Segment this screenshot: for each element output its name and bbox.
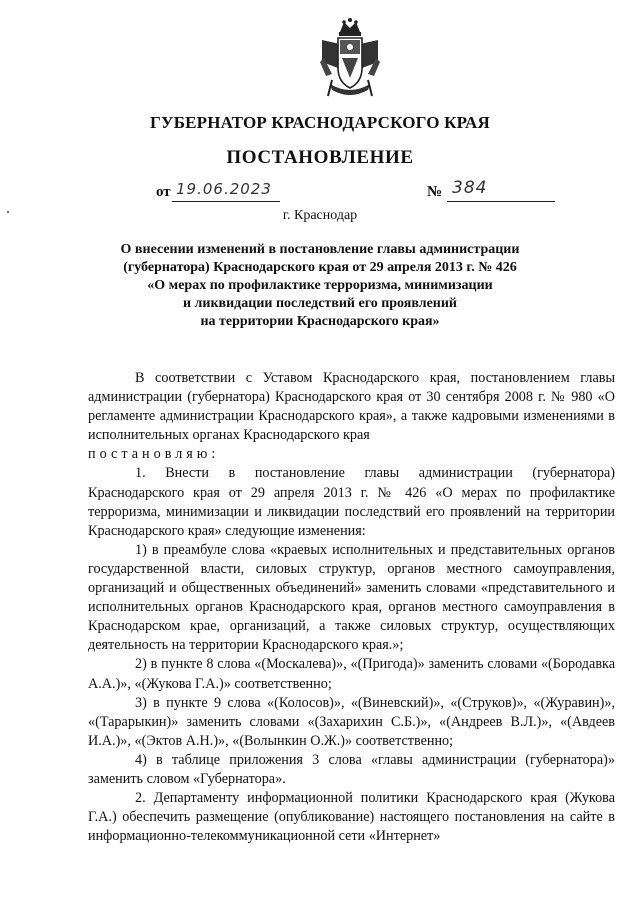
coat-of-arms-icon [318,18,382,100]
title-line: на территории Краснодарского края» [200,314,440,329]
subparagraph-1-1: 1) в преамбуле слова «краевых исполнительных и представительных органов государственной власти, силовых структур, органов местного самоуправления, организаций и общественных объединений» заменить словами «представительного и исполнительных органов Краснодарского края, органов местного самоуправления в Краснодарском крае, организаций, а также силовых структур, осуществляющих деятельность на территории Краснодарского края.»; [88,541,615,654]
subparagraph-1-2: 2) в пункте 8 слова «(Москалева)», «(Пригода)» заменить словами «(Бородавка А.А.)», «(Жукова Г.А.)» соответственно; [88,656,615,692]
title-line: и ликвидации последствий его проявлений [182,296,458,311]
title-line: О внесении изменений в постановление главы администрации [120,242,520,257]
city: г. Краснодар [282,208,358,223]
document-type: ПОСТАНОВЛЕНИЕ [226,147,414,168]
scan-speck [7,211,9,213]
number-underline [447,201,555,202]
date-prefix: от [156,184,171,200]
document-body [88,369,615,846]
number-value: 384 [452,178,488,198]
date-value: 19.06.2023 [176,180,272,198]
number-prefix: № [427,184,443,200]
title-line: (губернатора) Краснодарского края от 29 апреля 2013 г. № 426 [123,260,517,275]
paragraph-2: 2. Департаменту информационной политики Краснодарского края (Жукова Г.А.) обеспечить размещение (опубликование) настоящего постановления на сайте в информационно-телекоммуникационной сети «Интернет» [88,790,615,845]
subparagraph-1-4: 4) в таблице приложения 3 слова «главы администрации (губернатора)» заменить словом «Губернатора». [88,751,615,787]
document-title [60,241,580,331]
date-number-row [0,180,640,206]
subparagraph-1-3: 3) в пункте 9 слова «(Колосов)», «(Виневский)», «(Струков)», «(Журавин)», «(Тарарыкин)» заменить словами «(Захарихин С.Б.)», «(Андреев В.Л.)», «(Авдеев И.А.)», «(Эктов А.Н.)», «(Волынкин О.Ж.)» соответственно; [88,694,615,749]
decree-word: постановляю: [88,446,220,463]
title-line: «О мерах по профилактике терроризма, минимизации [147,278,493,293]
issuing-authority: ГУБЕРНАТОР КРАСНОДАРСКОГО КРАЯ [150,113,490,132]
paragraph-1: 1. Внести в постановление главы администрации (губернатора) Краснодарского края от 29 апреля 2013 г. № 426 «О мерах по профилактике терроризма, минимизации и ликвидации последствий его проявлений на территории Краснодарского края» следующие изменения: [88,465,615,539]
intro-paragraph: В соответствии с Уставом Краснодарского края, постановлением главы администрации (губернатора) Краснодарского края от 30 сентября 2008 г. № 980 «О регламенте администрации Краснодарского края», а также кадровыми изменениями в исполнительных органах Краснодарского края [88,370,615,444]
date-underline [172,201,280,202]
